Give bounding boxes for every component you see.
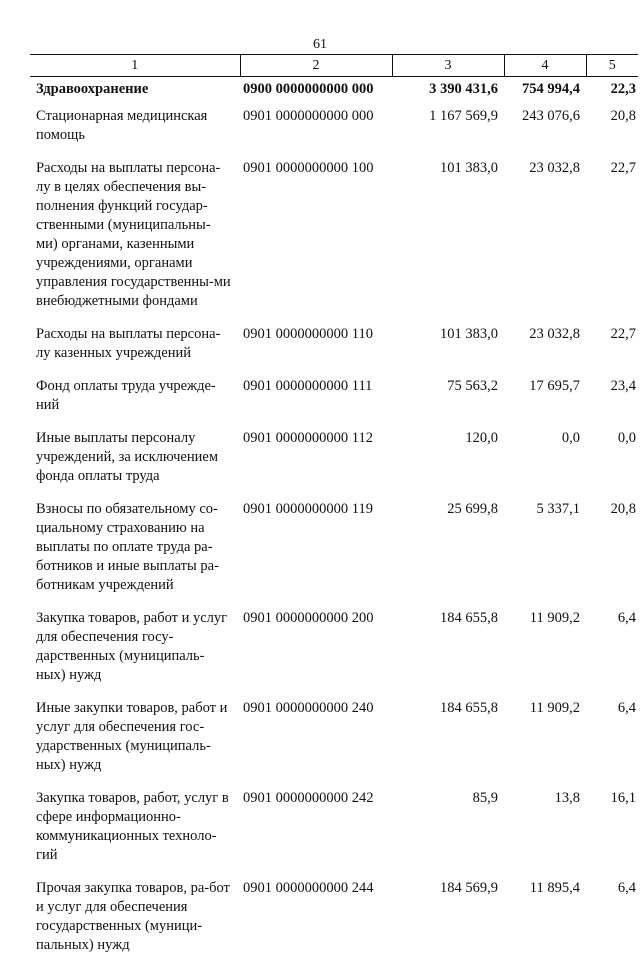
value-col4-cell: 17 695,7 <box>504 373 586 425</box>
column-header-3: 3 <box>392 54 504 77</box>
budget-code-cell: 0901 0000000000 111 <box>240 373 392 425</box>
row-name-cell: Здравоохранение <box>30 77 240 104</box>
table-row <box>30 373 638 425</box>
budget-code-cell: 0901 0000000000 112 <box>240 425 392 496</box>
value-col3-cell: 1 167 569,9 <box>392 103 504 155</box>
value-col3-cell: 101 383,0 <box>392 321 504 373</box>
row-name-cell: Закупка товаров, работ, услуг в сфере информационно-коммуникационных техноло-гий <box>30 785 240 875</box>
row-name-cell: Прочая закупка товаров, ра-бот и услуг для обеспечения государственных (муници-пальных) нужд <box>30 875 240 965</box>
table-row <box>30 605 638 695</box>
value-col3-cell: 184 655,8 <box>392 695 504 785</box>
budget-code-cell: 0901 0000000000 100 <box>240 155 392 321</box>
percent-col5-cell: 20,8 <box>586 496 638 605</box>
row-name-cell: Расходы на выплаты персона-лу казенных учреждений <box>30 321 240 373</box>
value-col4-cell: 0,0 <box>504 425 586 496</box>
percent-col5-cell: 23,4 <box>586 373 638 425</box>
budget-code-cell: 0900 0000000000 000 <box>240 77 392 104</box>
budget-code-cell: 0901 0000000000 119 <box>240 496 392 605</box>
value-col4-cell: 5 337,1 <box>504 496 586 605</box>
percent-col5-cell: 22,3 <box>586 77 638 104</box>
value-col4-cell: 11 909,2 <box>504 605 586 695</box>
budget-code-cell: 0901 0000000000 244 <box>240 875 392 965</box>
value-col3-cell: 25 699,8 <box>392 496 504 605</box>
value-col4-cell: 23 032,8 <box>504 155 586 321</box>
value-col3-cell: 184 569,9 <box>392 875 504 965</box>
table-row <box>30 103 638 155</box>
budget-code-cell: 0901 0000000000 200 <box>240 605 392 695</box>
percent-col5-cell: 6,4 <box>586 875 638 965</box>
value-col4-cell: 11 909,2 <box>504 695 586 785</box>
value-col3-cell: 101 383,0 <box>392 155 504 321</box>
column-header-2: 2 <box>240 54 392 77</box>
budget-code-cell: 0901 0000000000 000 <box>240 103 392 155</box>
table-row <box>30 77 638 104</box>
value-col4-cell: 11 895,4 <box>504 875 586 965</box>
value-col4-cell: 754 994,4 <box>504 77 586 104</box>
column-header-1: 1 <box>30 54 240 77</box>
row-name-cell: Стационарная медицинская помощь <box>30 103 240 155</box>
table-row <box>30 425 638 496</box>
value-col3-cell: 75 563,2 <box>392 373 504 425</box>
table-row <box>30 321 638 373</box>
table-row <box>30 695 638 785</box>
budget-code-cell: 0901 0000000000 240 <box>240 695 392 785</box>
percent-col5-cell: 6,4 <box>586 695 638 785</box>
budget-code-cell: 0901 0000000000 242 <box>240 785 392 875</box>
table-row <box>30 785 638 875</box>
row-name-cell: Иные закупки товаров, работ и услуг для обеспечения гос-ударственных (муниципаль-ных) нужд <box>30 695 240 785</box>
value-col3-cell: 184 655,8 <box>392 605 504 695</box>
budget-code-cell: 0901 0000000000 110 <box>240 321 392 373</box>
value-col4-cell: 13,8 <box>504 785 586 875</box>
table-body <box>30 77 638 965</box>
value-col3-cell: 120,0 <box>392 425 504 496</box>
value-col3-cell: 85,9 <box>392 785 504 875</box>
row-name-cell: Фонд оплаты труда учрежде-ний <box>30 373 240 425</box>
column-header-5: 5 <box>586 54 638 77</box>
table-row <box>30 155 638 321</box>
percent-col5-cell: 22,7 <box>586 155 638 321</box>
row-name-cell: Иные выплаты персоналу учреждений, за исключением фонда оплаты труда <box>30 425 240 496</box>
percent-col5-cell: 22,7 <box>586 321 638 373</box>
value-col4-cell: 243 076,6 <box>504 103 586 155</box>
budget-table <box>30 54 638 965</box>
percent-col5-cell: 0,0 <box>586 425 638 496</box>
row-name-cell: Расходы на выплаты персона-лу в целях обеспечения вы-полнения функций государ-ственными (муниципальны-ми) органами, казенными учреждениями, органами управления государственны-ми внебюджетными фондами <box>30 155 240 321</box>
column-header-4: 4 <box>504 54 586 77</box>
percent-col5-cell: 16,1 <box>586 785 638 875</box>
page-number: 61 <box>0 35 640 54</box>
table-row <box>30 496 638 605</box>
value-col3-cell: 3 390 431,6 <box>392 77 504 104</box>
percent-col5-cell: 6,4 <box>586 605 638 695</box>
table-header <box>30 54 638 77</box>
row-name-cell: Взносы по обязательному со-циальному страхованию на выплаты по оплате труда ра-ботников и иные выплаты ра-ботникам учреждений <box>30 496 240 605</box>
row-name-cell: Закупка товаров, работ и услуг для обеспечения госу-дарственных (муниципаль-ных) нужд <box>30 605 240 695</box>
table-row <box>30 875 638 965</box>
percent-col5-cell: 20,8 <box>586 103 638 155</box>
header-row <box>30 54 638 77</box>
value-col4-cell: 23 032,8 <box>504 321 586 373</box>
